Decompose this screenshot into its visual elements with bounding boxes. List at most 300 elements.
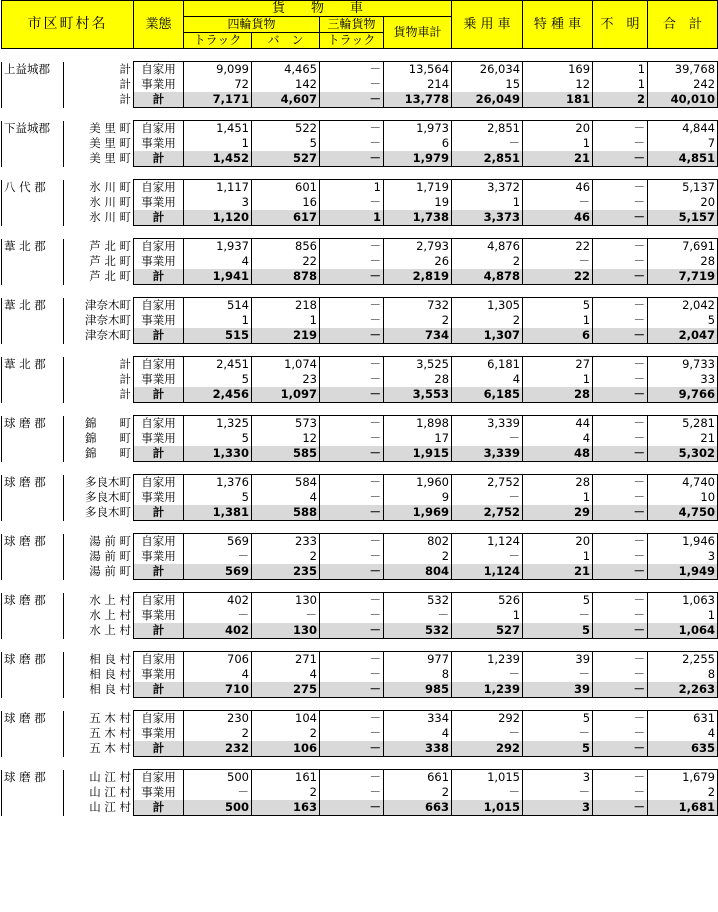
total-cell: 3: [648, 549, 718, 564]
truck-cell: 2,456: [184, 387, 252, 403]
cargo-total-cell: 8: [384, 667, 452, 682]
unknown-cell: －: [593, 711, 648, 727]
district-cell: 球 磨 郡: [2, 416, 64, 432]
special-cell: 46: [523, 210, 593, 226]
three-wheel-cell: －: [320, 254, 384, 269]
van-cell: 4,607: [252, 92, 320, 108]
unknown-cell: －: [593, 254, 648, 269]
truck-cell: 5: [184, 490, 252, 505]
business-type-cell: 自家用: [134, 711, 184, 727]
unknown-cell: －: [593, 549, 648, 564]
table-row: [2, 62, 718, 78]
truck-cell: 515: [184, 328, 252, 344]
district-cell: [2, 328, 64, 344]
business-type-cell: 事業用: [134, 608, 184, 623]
truck-cell: 1,117: [184, 180, 252, 196]
unknown-cell: －: [593, 564, 648, 580]
municipality-cell: 計: [64, 357, 134, 373]
business-type-cell: 自家用: [134, 652, 184, 668]
business-type-cell: 自家用: [134, 180, 184, 196]
header-cargo-group: 貨 物 車: [184, 1, 452, 17]
special-cell: 6: [523, 328, 593, 344]
van-cell: 1,074: [252, 357, 320, 373]
cargo-total-cell: 734: [384, 328, 452, 344]
business-type-cell: 計: [134, 623, 184, 639]
total-cell: 1: [648, 608, 718, 623]
special-cell: －: [523, 667, 593, 682]
district-cell: 球 磨 郡: [2, 593, 64, 609]
van-cell: 218: [252, 298, 320, 314]
cargo-total-cell: 1,738: [384, 210, 452, 226]
total-cell: 7: [648, 136, 718, 151]
van-cell: 617: [252, 210, 320, 226]
special-cell: 39: [523, 652, 593, 668]
unknown-cell: －: [593, 269, 648, 285]
table-row: [2, 92, 718, 108]
table-row: [2, 254, 718, 269]
unknown-cell: 2: [593, 92, 648, 108]
spacer-row: [2, 108, 718, 121]
cargo-total-cell: 214: [384, 77, 452, 92]
special-cell: －: [523, 785, 593, 800]
passenger-cell: 26,049: [452, 92, 523, 108]
total-cell: 7,719: [648, 269, 718, 285]
unknown-cell: －: [593, 328, 648, 344]
passenger-cell: －: [452, 136, 523, 151]
unknown-cell: －: [593, 180, 648, 196]
special-cell: －: [523, 195, 593, 210]
cargo-total-cell: 2,793: [384, 239, 452, 255]
passenger-cell: 292: [452, 741, 523, 757]
van-cell: －: [252, 608, 320, 623]
special-cell: 22: [523, 239, 593, 255]
unknown-cell: －: [593, 136, 648, 151]
passenger-cell: 3,339: [452, 446, 523, 462]
special-cell: 3: [523, 800, 593, 816]
spacer-row: [2, 698, 718, 711]
spacer-row: [2, 757, 718, 770]
business-type-cell: 事業用: [134, 549, 184, 564]
table-row: [2, 269, 718, 285]
municipality-cell: 計: [64, 92, 134, 108]
business-type-cell: 計: [134, 505, 184, 521]
passenger-cell: 2,851: [452, 121, 523, 137]
truck-cell: 569: [184, 564, 252, 580]
truck-cell: 500: [184, 770, 252, 786]
van-cell: 584: [252, 475, 320, 491]
table-row: [2, 151, 718, 167]
header-area: 市区町村名: [2, 1, 134, 49]
total-cell: 635: [648, 741, 718, 757]
truck-cell: －: [184, 549, 252, 564]
truck-cell: 2: [184, 726, 252, 741]
cargo-total-cell: 661: [384, 770, 452, 786]
table-row: [2, 593, 718, 609]
municipality-cell: 計: [64, 372, 134, 387]
cargo-total-cell: 532: [384, 593, 452, 609]
passenger-cell: －: [452, 785, 523, 800]
unknown-cell: －: [593, 608, 648, 623]
business-type-cell: 自家用: [134, 121, 184, 137]
van-cell: 161: [252, 770, 320, 786]
van-cell: 573: [252, 416, 320, 432]
header-kind: 業態: [134, 1, 184, 49]
cargo-total-cell: 663: [384, 800, 452, 816]
district-cell: [2, 549, 64, 564]
district-cell: [2, 269, 64, 285]
passenger-cell: 1,239: [452, 652, 523, 668]
total-cell: 4,851: [648, 151, 718, 167]
three-wheel-cell: －: [320, 608, 384, 623]
three-wheel-cell: －: [320, 593, 384, 609]
municipality-cell: 芦 北 町: [64, 239, 134, 255]
cargo-total-cell: 2: [384, 785, 452, 800]
three-wheel-cell: －: [320, 623, 384, 639]
header-total: 合 計: [648, 1, 718, 49]
municipality-cell: 山 江 村: [64, 770, 134, 786]
total-cell: 10: [648, 490, 718, 505]
district-cell: 球 磨 郡: [2, 770, 64, 786]
special-cell: 1: [523, 372, 593, 387]
total-cell: 28: [648, 254, 718, 269]
district-cell: 球 磨 郡: [2, 652, 64, 668]
truck-cell: 1,381: [184, 505, 252, 521]
special-cell: 39: [523, 682, 593, 698]
special-cell: －: [523, 726, 593, 741]
truck-cell: 4: [184, 667, 252, 682]
van-cell: 2: [252, 785, 320, 800]
van-cell: 12: [252, 431, 320, 446]
passenger-cell: －: [452, 667, 523, 682]
unknown-cell: －: [593, 593, 648, 609]
district-cell: 葦 北 郡: [2, 298, 64, 314]
three-wheel-cell: －: [320, 770, 384, 786]
municipality-cell: 多良木町: [64, 475, 134, 491]
spacer-row: [2, 285, 718, 298]
total-cell: 5,302: [648, 446, 718, 462]
three-wheel-cell: －: [320, 121, 384, 137]
business-type-cell: 事業用: [134, 490, 184, 505]
district-cell: [2, 608, 64, 623]
table-row: [2, 357, 718, 373]
special-cell: 20: [523, 121, 593, 137]
business-type-cell: 計: [134, 269, 184, 285]
van-cell: 2: [252, 726, 320, 741]
three-wheel-cell: －: [320, 741, 384, 757]
passenger-cell: 2: [452, 254, 523, 269]
truck-cell: 1: [184, 136, 252, 151]
cargo-total-cell: 17: [384, 431, 452, 446]
total-cell: 2,042: [648, 298, 718, 314]
table-row: [2, 446, 718, 462]
truck-cell: 500: [184, 800, 252, 816]
total-cell: 4: [648, 726, 718, 741]
district-cell: [2, 446, 64, 462]
three-wheel-cell: －: [320, 564, 384, 580]
unknown-cell: －: [593, 770, 648, 786]
unknown-cell: －: [593, 726, 648, 741]
three-wheel-cell: －: [320, 711, 384, 727]
three-wheel-cell: －: [320, 372, 384, 387]
special-cell: 5: [523, 741, 593, 757]
passenger-cell: －: [452, 490, 523, 505]
business-type-cell: 自家用: [134, 239, 184, 255]
municipality-cell: 芦 北 町: [64, 269, 134, 285]
passenger-cell: 6,185: [452, 387, 523, 403]
van-cell: 856: [252, 239, 320, 255]
business-type-cell: 自家用: [134, 475, 184, 491]
three-wheel-cell: －: [320, 785, 384, 800]
cargo-total-cell: 977: [384, 652, 452, 668]
total-cell: 1,946: [648, 534, 718, 550]
three-wheel-cell: －: [320, 151, 384, 167]
district-cell: 球 磨 郡: [2, 711, 64, 727]
municipality-cell: 多良木町: [64, 490, 134, 505]
three-wheel-cell: －: [320, 239, 384, 255]
unknown-cell: －: [593, 475, 648, 491]
municipality-cell: 芦 北 町: [64, 254, 134, 269]
passenger-cell: 1: [452, 195, 523, 210]
unknown-cell: －: [593, 785, 648, 800]
business-type-cell: 自家用: [134, 298, 184, 314]
cargo-total-cell: 1,960: [384, 475, 452, 491]
unknown-cell: －: [593, 446, 648, 462]
passenger-cell: 1,015: [452, 770, 523, 786]
van-cell: 585: [252, 446, 320, 462]
truck-cell: 232: [184, 741, 252, 757]
total-cell: 8: [648, 667, 718, 682]
municipality-cell: 多良木町: [64, 505, 134, 521]
municipality-cell: 錦 町: [64, 431, 134, 446]
three-wheel-cell: 1: [320, 210, 384, 226]
total-cell: 1,681: [648, 800, 718, 816]
table-row: [2, 608, 718, 623]
three-wheel-cell: －: [320, 652, 384, 668]
van-cell: 106: [252, 741, 320, 757]
total-cell: 40,010: [648, 92, 718, 108]
special-cell: 28: [523, 475, 593, 491]
special-cell: 5: [523, 711, 593, 727]
business-type-cell: 事業用: [134, 254, 184, 269]
three-wheel-cell: －: [320, 313, 384, 328]
unknown-cell: －: [593, 741, 648, 757]
unknown-cell: －: [593, 800, 648, 816]
header-truck: トラック: [184, 33, 252, 49]
total-cell: 7,691: [648, 239, 718, 255]
district-cell: [2, 785, 64, 800]
passenger-cell: 2: [452, 313, 523, 328]
special-cell: 5: [523, 298, 593, 314]
total-cell: 2,263: [648, 682, 718, 698]
spacer-row: [2, 521, 718, 534]
district-cell: [2, 741, 64, 757]
district-cell: [2, 254, 64, 269]
passenger-cell: 1,124: [452, 564, 523, 580]
unknown-cell: －: [593, 623, 648, 639]
truck-cell: 3: [184, 195, 252, 210]
business-type-cell: 事業用: [134, 667, 184, 682]
van-cell: 219: [252, 328, 320, 344]
passenger-cell: 26,034: [452, 62, 523, 78]
cargo-total-cell: 1,915: [384, 446, 452, 462]
cargo-total-cell: 19: [384, 195, 452, 210]
truck-cell: 9,099: [184, 62, 252, 78]
van-cell: 16: [252, 195, 320, 210]
cargo-total-cell: 26: [384, 254, 452, 269]
municipality-cell: 水 上 村: [64, 623, 134, 639]
unknown-cell: －: [593, 416, 648, 432]
truck-cell: 72: [184, 77, 252, 92]
municipality-cell: 湯 前 町: [64, 564, 134, 580]
van-cell: 878: [252, 269, 320, 285]
business-type-cell: 事業用: [134, 313, 184, 328]
passenger-cell: 1,307: [452, 328, 523, 344]
unknown-cell: －: [593, 505, 648, 521]
special-cell: 1: [523, 313, 593, 328]
municipality-cell: 津奈木町: [64, 313, 134, 328]
unknown-cell: －: [593, 682, 648, 698]
cargo-total-cell: 985: [384, 682, 452, 698]
business-type-cell: 計: [134, 328, 184, 344]
total-cell: 9,766: [648, 387, 718, 403]
unknown-cell: －: [593, 490, 648, 505]
passenger-cell: 1,305: [452, 298, 523, 314]
spacer-row: [2, 580, 718, 593]
van-cell: 1: [252, 313, 320, 328]
unknown-cell: －: [593, 431, 648, 446]
table-row: [2, 726, 718, 741]
three-wheel-cell: －: [320, 136, 384, 151]
table-row: [2, 623, 718, 639]
spacer-row: [2, 639, 718, 652]
three-wheel-cell: －: [320, 505, 384, 521]
truck-cell: 1,941: [184, 269, 252, 285]
three-wheel-cell: －: [320, 62, 384, 78]
cargo-total-cell: 732: [384, 298, 452, 314]
business-type-cell: 事業用: [134, 195, 184, 210]
table-row: [2, 652, 718, 668]
three-wheel-cell: 1: [320, 180, 384, 196]
passenger-cell: 6,181: [452, 357, 523, 373]
truck-cell: －: [184, 608, 252, 623]
passenger-cell: 292: [452, 711, 523, 727]
district-cell: 葦 北 郡: [2, 357, 64, 373]
cargo-total-cell: 1,969: [384, 505, 452, 521]
unknown-cell: －: [593, 195, 648, 210]
truck-cell: 7,171: [184, 92, 252, 108]
truck-cell: 402: [184, 593, 252, 609]
total-cell: 1,063: [648, 593, 718, 609]
unknown-cell: －: [593, 667, 648, 682]
business-type-cell: 自家用: [134, 357, 184, 373]
unknown-cell: －: [593, 239, 648, 255]
special-cell: 4: [523, 431, 593, 446]
three-wheel-cell: －: [320, 534, 384, 550]
van-cell: 275: [252, 682, 320, 698]
truck-cell: 230: [184, 711, 252, 727]
district-cell: [2, 136, 64, 151]
table-row: [2, 785, 718, 800]
cargo-total-cell: 1,973: [384, 121, 452, 137]
cargo-total-cell: 13,778: [384, 92, 452, 108]
municipality-cell: 錦 町: [64, 446, 134, 462]
special-cell: 21: [523, 151, 593, 167]
passenger-cell: 3,339: [452, 416, 523, 432]
van-cell: 588: [252, 505, 320, 521]
total-cell: 242: [648, 77, 718, 92]
unknown-cell: －: [593, 357, 648, 373]
truck-cell: 1,325: [184, 416, 252, 432]
business-type-cell: 事業用: [134, 785, 184, 800]
business-type-cell: 計: [134, 741, 184, 757]
business-type-cell: 計: [134, 800, 184, 816]
district-cell: [2, 77, 64, 92]
special-cell: 27: [523, 357, 593, 373]
van-cell: 22: [252, 254, 320, 269]
district-cell: [2, 195, 64, 210]
business-type-cell: 計: [134, 151, 184, 167]
special-cell: 5: [523, 593, 593, 609]
spacer-row: [2, 344, 718, 357]
cargo-total-cell: 1,898: [384, 416, 452, 432]
total-cell: 1,064: [648, 623, 718, 639]
three-wheel-cell: －: [320, 92, 384, 108]
total-cell: 4,740: [648, 475, 718, 491]
cargo-total-cell: 9: [384, 490, 452, 505]
table-row: [2, 372, 718, 387]
truck-cell: 5: [184, 431, 252, 446]
truck-cell: 569: [184, 534, 252, 550]
table-row: [2, 121, 718, 137]
special-cell: 169: [523, 62, 593, 78]
municipality-cell: 計: [64, 62, 134, 78]
passenger-cell: 4,876: [452, 239, 523, 255]
cargo-total-cell: 28: [384, 372, 452, 387]
spacer-row: [2, 462, 718, 475]
total-cell: 4,750: [648, 505, 718, 521]
cargo-total-cell: 6: [384, 136, 452, 151]
unknown-cell: 1: [593, 62, 648, 78]
municipality-cell: 湯 前 町: [64, 549, 134, 564]
three-wheel-cell: －: [320, 195, 384, 210]
truck-cell: 710: [184, 682, 252, 698]
table-row: [2, 298, 718, 314]
cargo-total-cell: 334: [384, 711, 452, 727]
three-wheel-cell: －: [320, 726, 384, 741]
business-type-cell: 計: [134, 387, 184, 403]
van-cell: 271: [252, 652, 320, 668]
business-type-cell: 計: [134, 210, 184, 226]
van-cell: 104: [252, 711, 320, 727]
table-row: [2, 711, 718, 727]
passenger-cell: 2,752: [452, 475, 523, 491]
van-cell: 233: [252, 534, 320, 550]
passenger-cell: 4: [452, 372, 523, 387]
header-unknown: 不 明: [593, 1, 648, 49]
van-cell: 522: [252, 121, 320, 137]
passenger-cell: 3,373: [452, 210, 523, 226]
municipality-cell: 山 江 村: [64, 800, 134, 816]
passenger-cell: 1,124: [452, 534, 523, 550]
business-type-cell: 計: [134, 682, 184, 698]
special-cell: 20: [523, 534, 593, 550]
cargo-total-cell: 532: [384, 623, 452, 639]
municipality-cell: 美 里 町: [64, 151, 134, 167]
table-row: [2, 239, 718, 255]
total-cell: 21: [648, 431, 718, 446]
total-cell: 9,733: [648, 357, 718, 373]
header-three-wheel-2: トラック: [320, 33, 384, 49]
